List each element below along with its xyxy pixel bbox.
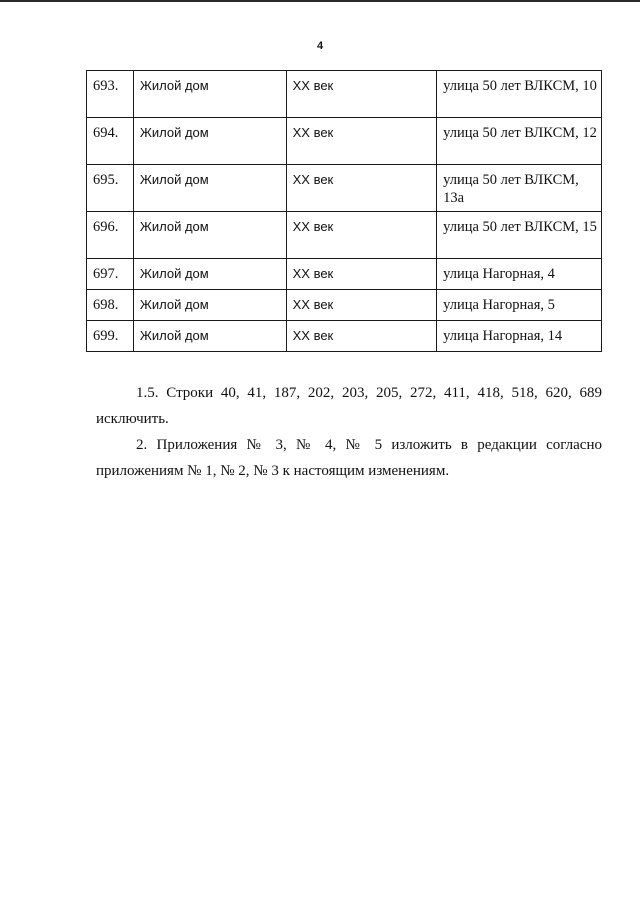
paragraph-line: приложениям № 1, № 2, № 3 к настоящим изменениям.	[96, 463, 450, 479]
object-name: Жилой дом	[133, 71, 286, 118]
table-row	[87, 118, 602, 165]
object-era: XX век	[286, 259, 437, 290]
row-number: 697.	[87, 259, 134, 290]
object-address: улица Нагорная, 5	[437, 290, 602, 321]
object-address: улица 50 лет ВЛКСМ, 13а	[437, 165, 602, 212]
object-era: XX век	[286, 118, 437, 165]
object-name: Жилой дом	[133, 259, 286, 290]
object-name: Жилой дом	[133, 290, 286, 321]
object-address: улица 50 лет ВЛКСМ, 10	[437, 71, 602, 118]
paragraph-appendices	[96, 432, 602, 484]
table-row	[87, 259, 602, 290]
table-row	[87, 71, 602, 118]
row-number: 698.	[87, 290, 134, 321]
table-row	[87, 321, 602, 352]
object-era: XX век	[286, 290, 437, 321]
row-number: 694.	[87, 118, 134, 165]
paragraph-line: исключить.	[96, 411, 169, 427]
object-address: улица 50 лет ВЛКСМ, 15	[437, 212, 602, 259]
object-era: XX век	[286, 212, 437, 259]
object-address: улица 50 лет ВЛКСМ, 12	[437, 118, 602, 165]
row-number: 696.	[87, 212, 134, 259]
object-address: улица Нагорная, 14	[437, 321, 602, 352]
page-number: 4	[316, 40, 324, 52]
paragraph-line: 2. Приложения № 3, № 4, № 5 изложить в редакции согласно	[136, 437, 602, 453]
paragraph-line: 1.5. Строки 40, 41, 187, 202, 203, 205, 272, 411, 418, 518, 620, 689	[136, 385, 602, 401]
object-name: Жилой дом	[133, 212, 286, 259]
object-era: XX век	[286, 321, 437, 352]
object-name: Жилой дом	[133, 165, 286, 212]
object-name: Жилой дом	[133, 118, 286, 165]
object-era: XX век	[286, 71, 437, 118]
paragraph-exclusion	[96, 380, 602, 432]
row-number: 693.	[87, 71, 134, 118]
heritage-objects-table	[86, 70, 602, 352]
row-number: 699.	[87, 321, 134, 352]
table-row	[87, 212, 602, 259]
object-era: XX век	[286, 165, 437, 212]
object-name: Жилой дом	[133, 321, 286, 352]
object-address: улица Нагорная, 4	[437, 259, 602, 290]
scan-edge-line	[0, 0, 640, 2]
row-number: 695.	[87, 165, 134, 212]
table-row	[87, 165, 602, 212]
table-row	[87, 290, 602, 321]
